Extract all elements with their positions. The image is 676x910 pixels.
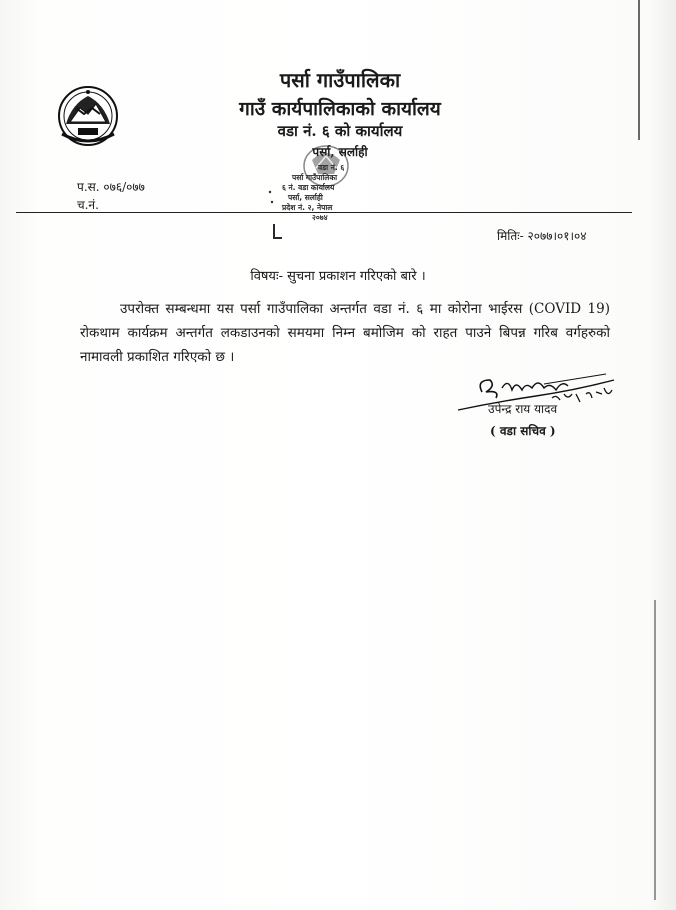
svg-text:वडा नं. ६: वडा नं. ६ <box>318 163 345 172</box>
office-address: पर्सा, सर्लाही <box>312 145 368 159</box>
page-edge-shadow <box>638 0 640 140</box>
header-divider <box>16 212 632 213</box>
office-title: पर्सा गाउँपालिका <box>279 68 401 92</box>
svg-text:२०७४: २०७४ <box>312 213 328 222</box>
svg-text:प्रदेश नं. २, नेपाल: प्रदेश नं. २, नेपाल <box>282 203 333 212</box>
signatory-post: ( वडा सचिव ) <box>490 424 556 438</box>
ward-office-line: वडा नं. ६ को कार्यालय <box>277 122 403 140</box>
svg-text:पर्सा गाउँपालिका: पर्सा गाउँपालिका <box>292 173 338 182</box>
letter-subject: विषयः- सुचना प्रकाशन गरिएको बारे । <box>250 269 426 284</box>
page-edge-shadow <box>654 600 656 900</box>
dispatch-number: च.नं. <box>77 198 99 212</box>
letter-date: मितिः- २०७७।०१।०४ <box>497 229 587 243</box>
government-emblem-icon <box>56 84 120 150</box>
reference-number: प.स. ०७६/०७७ <box>77 180 145 194</box>
svg-text:६ नं. वडा कार्यालय: ६ नं. वडा कार्यालय <box>282 183 335 192</box>
signatory-name: उपेन्द्र राय यादव <box>488 402 558 416</box>
office-subtitle: गाउँ कार्यपालिकाको कार्यालय <box>239 98 441 120</box>
svg-text:पर्सा, सर्लाही: पर्सा, सर्लाही <box>288 193 323 202</box>
letter-body: उपरोक्त सम्बन्धमा यस पर्सा गाउँपालिका अन्तर्गत वडा नं. ६ मा कोरोना भाईरस (COVID 19) रोकथाम कार्यक्रम अन्तर्गत लकडाउनको समयमा निम्न बमोजिम को राहत पाउने बिपन्न गरिब वर्गहरुको नामावली प्रकाशित गरिएको छ । <box>80 301 610 365</box>
office-stamp-icon <box>268 140 378 240</box>
